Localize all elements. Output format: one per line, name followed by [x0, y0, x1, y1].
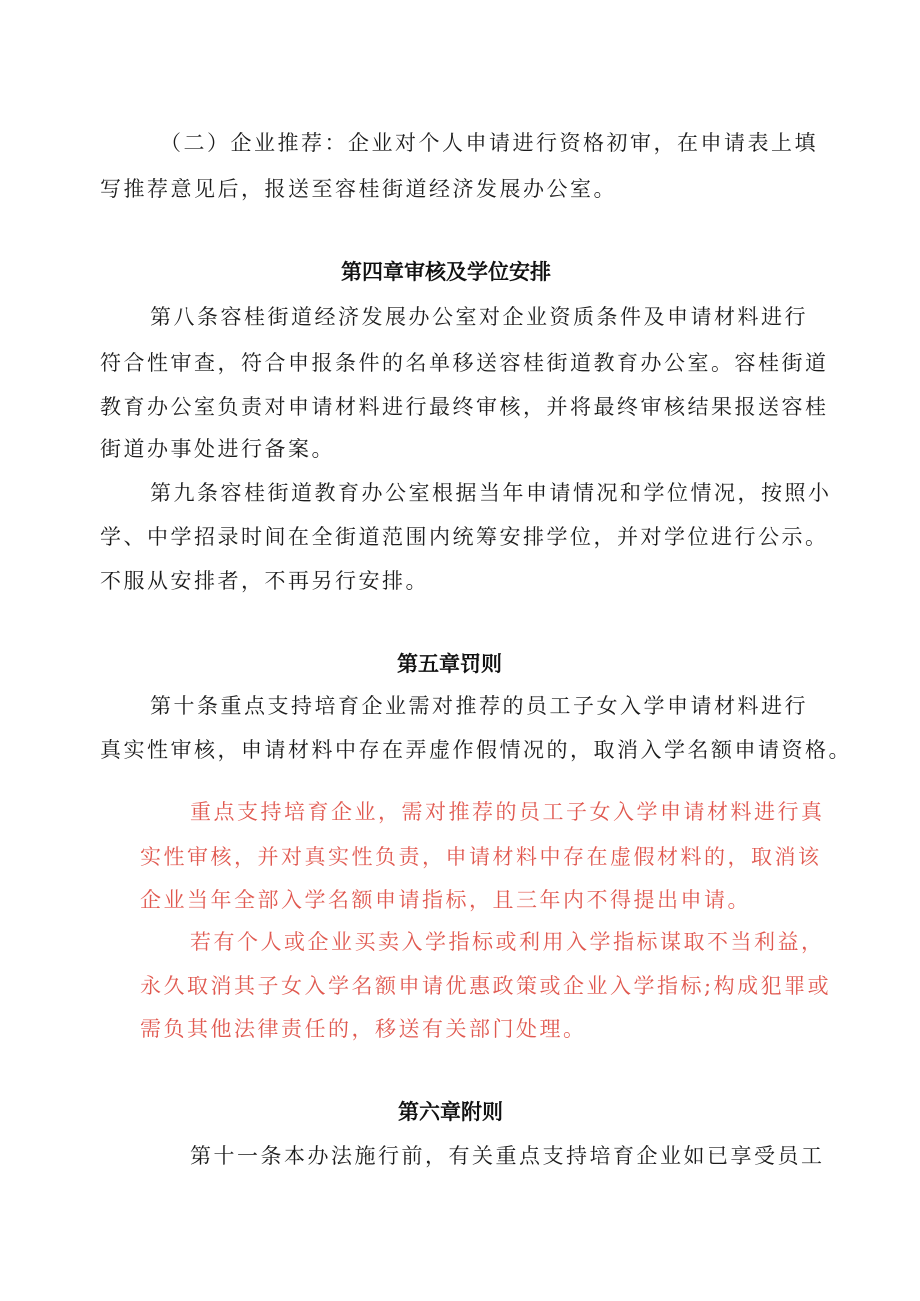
paragraph-line: 街道办事处进行备案。: [100, 437, 335, 461]
chapter-title: 第五章罚则: [397, 652, 502, 676]
paragraph-line: 教育办公室负责对申请材料进行最终审核，并将最终审核结果报送容桂: [100, 395, 829, 419]
comment-line: 需负其他法律责任的，移送有关部门处理。: [140, 1017, 587, 1041]
comment-line: 实性审核，并对真实性负责，申请材料中存在虚假材料的，取消该: [140, 845, 822, 869]
paragraph-line: 第八条容桂街道经济发展办公室对企业资质条件及申请材料进行: [150, 305, 808, 329]
paragraph-line: 第九条容桂街道教育办公室根据当年申请情况和学位情况，按照小: [150, 481, 832, 505]
paragraph-line: 符合性审查，符合申报条件的名单移送容桂街道教育办公室。容桂街道: [100, 351, 829, 375]
comment-line: 若有个人或企业买卖入学指标或利用入学指标谋取不当利益，: [190, 930, 825, 954]
comment-line: 重点支持培育企业，需对推荐的员工子女入学申请材料进行真: [190, 800, 825, 824]
chapter-title: 第六章附则: [398, 1100, 503, 1124]
paragraph-line: 不服从安排者，不再另行安排。: [100, 569, 429, 593]
comment-line: 永久取消其子女入学名额申请优惠政策或企业入学指标;构成犯罪或: [140, 974, 832, 998]
paragraph-line: 学、中学招录时间在全街道范围内统筹安排学位，并对学位进行公示。: [100, 525, 829, 549]
paragraph-line: 真实性审核，申请材料中存在弄虚作假情况的，取消入学名额申请资格。: [100, 738, 852, 762]
paragraph-line: 第十一条本办法施行前，有关重点支持培育企业如已享受员工: [190, 1144, 825, 1168]
paragraph-line: （二）企业推荐：企业对个人申请进行资格初审，在申请表上填: [160, 131, 818, 155]
paragraph-line: 写推荐意见后，报送至容桂街道经济发展办公室。: [100, 177, 617, 201]
paragraph-line: 第十条重点支持培育企业需对推荐的员工子女入学申请材料进行: [150, 694, 808, 718]
chapter-title: 第四章审核及学位安排: [341, 260, 551, 284]
comment-line: 企业当年全部入学名额申请指标，且三年内不得提出申请。: [140, 888, 751, 912]
